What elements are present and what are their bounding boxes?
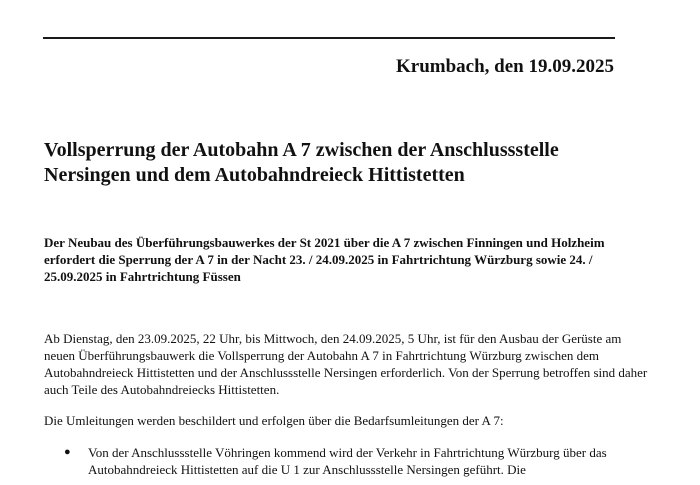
detour-list [44,444,656,478]
press-release-title [44,138,644,188]
bullet-icon: ● [64,446,71,458]
list-item-text: Von der Anschlussstelle Vöhringen kommend wird der Verkehr in Fahrtrichtung Würzburg über das Autobahndreieck Hittistetten auf die U 1 zur Anschlussstelle Nersingen geführt. Die [88,445,607,477]
body-paragraph-1: Ab Dienstag, den 23.09.2025, 22 Uhr, bis Mittwoch, den 24.09.2025, 5 Uhr, ist für den Ausbau der Gerüste am neuen Überführungsbauwerk die Vollsperrung der Autobahn A 7 in Fahrtrichtung Würzburg zwischen dem Autobahndreieck Hittistetten und der Anschlussstelle Nersingen erforderlich. Von der Sperrung betroffen sind daher auch Teile des Autobahndreiecks Hittistetten. [44,331,648,397]
lead-paragraph: Der Neubau des Überführungsbauwerkes der St 2021 über die A 7 zwischen Finningen und Holzheim erfordert die Sperrung der A 7 in der Nacht 23. / 24.09.2025 in Fahrtrichtung Würzburg sowie 24. / 25.09.2025 in Fahrtrichtung Füssen [44,235,605,284]
title-line-1: Vollsperrung der Autobahn A 7 zwischen der Anschlussstelle [44,139,559,161]
body-paragraph-2: Die Umleitungen werden beschildert und erfolgen über die Bedarfsumleitungen der A 7: [44,413,504,428]
dateline: Krumbach, den 19.09.2025 [396,56,614,77]
list-item [44,444,656,478]
title-line-2: Nersingen und dem Autobahndreieck Hittistetten [44,164,465,186]
header-rule [43,37,615,39]
